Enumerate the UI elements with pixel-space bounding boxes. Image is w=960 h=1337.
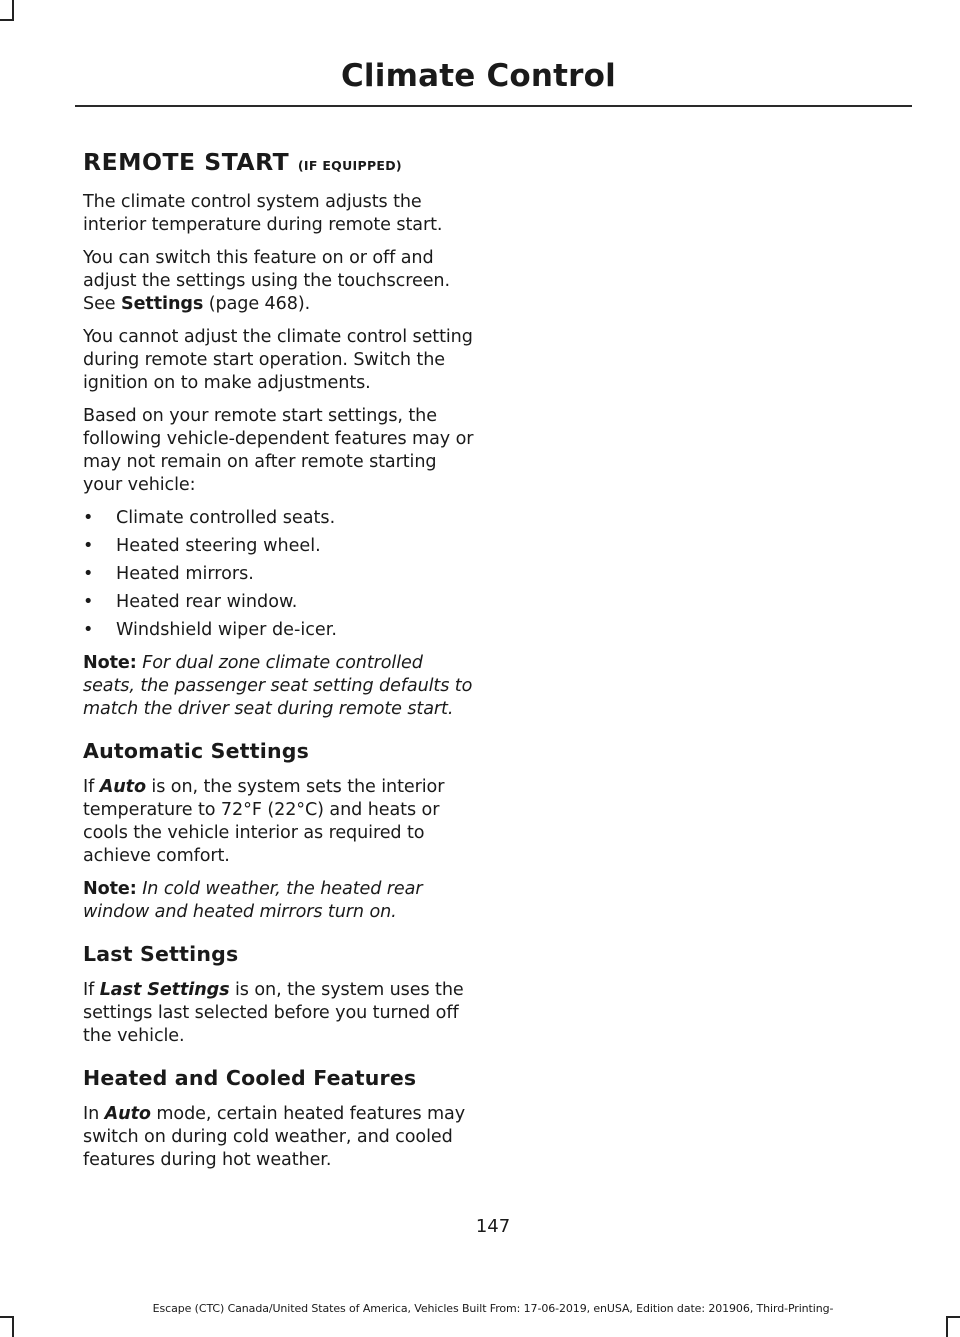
- heading-heated-cooled: Heated and Cooled Features: [83, 1066, 417, 1090]
- note-dual-zone: [83, 652, 476, 721]
- paragraph-heated-in: In: [83, 1104, 105, 1124]
- paragraph-automatic: [83, 776, 476, 868]
- page-number: 147: [475, 1216, 511, 1237]
- note-text: For dual zone climate controlled seats, the passenger seat setting defaults to match the driver seat during remote start.: [83, 653, 473, 719]
- crop-mark-top-left-horizontal: [0, 19, 14, 21]
- paragraph-last-settings: [83, 979, 476, 1048]
- list-item: • Heated steering wheel.: [83, 535, 476, 558]
- crop-mark-bottom-right-horizontal: [946, 1316, 960, 1318]
- settings-link[interactable]: Settings: [121, 294, 204, 314]
- list-item: • Climate controlled seats.: [83, 507, 476, 530]
- paragraph-heated-cooled: [83, 1103, 476, 1172]
- paragraph-cannot-adjust: You cannot adjust the climate control setting during remote start operation. Switch the ignition on to make adjustments.: [83, 327, 473, 393]
- paragraph-based-on: Based on your remote start settings, the following vehicle-dependent features may or may not remain on after remote starting your vehicle:: [83, 406, 474, 495]
- crop-mark-top-left: [12, 0, 14, 20]
- term-last-settings: Last Settings: [99, 980, 230, 1000]
- section-title-text: REMOTE START: [83, 148, 290, 176]
- heading-automatic-settings: Automatic Settings: [83, 739, 310, 763]
- paragraph-last-text: is on, the system uses the settings last selected before you turned off the vehicle.: [83, 980, 464, 1046]
- page-footer: Escape (CTC) Canada/United States of America, Vehicles Built From: 17-06-2019, enUSA, Edition date: 201906, Third-Printing-: [152, 1302, 834, 1315]
- main-column: [83, 148, 476, 1182]
- feature-list: [83, 507, 476, 642]
- paragraph-last-if: If: [83, 980, 100, 1000]
- note-label: Note:: [83, 879, 137, 899]
- paragraph-settings-page-ref: (page 468).: [203, 294, 311, 314]
- paragraph-settings: [83, 247, 476, 316]
- note-text: In cold weather, the heated rear window and heated mirrors turn on.: [83, 879, 423, 922]
- paragraph-automatic-if: If: [83, 777, 100, 797]
- note-cold-weather: [83, 878, 476, 924]
- paragraph-heated-text: mode, certain heated features may switch on during cold weather, and cooled features during hot weather.: [83, 1104, 466, 1170]
- note-label: Note:: [83, 653, 137, 673]
- crop-mark-bottom-right: [946, 1316, 948, 1337]
- paragraph-intro: The climate control system adjusts the interior temperature during remote start.: [83, 192, 443, 235]
- section-title: [83, 148, 476, 176]
- page-header-title: Climate Control: [340, 58, 616, 94]
- term-auto: Auto: [104, 1104, 151, 1124]
- term-auto: Auto: [99, 777, 146, 797]
- list-item: • Heated mirrors.: [83, 563, 476, 586]
- paragraph-automatic-text: is on, the system sets the interior temperature to 72°F (22°C) and heats or cools the vehicle interior as required to achieve comfort.: [83, 777, 445, 866]
- crop-mark-bottom-left: [12, 1316, 14, 1337]
- paragraph-settings-text: You can switch this feature on or off and adjust the settings using the touchscreen. See: [83, 248, 450, 314]
- header-divider: [75, 105, 912, 107]
- section-title-qualifier: (IF EQUIPPED): [297, 158, 402, 173]
- list-item: • Heated rear window.: [83, 591, 476, 614]
- list-item: • Windshield wiper de-icer.: [83, 619, 476, 642]
- crop-mark-bottom-left-horizontal: [0, 1316, 14, 1318]
- heading-last-settings: Last Settings: [83, 942, 239, 966]
